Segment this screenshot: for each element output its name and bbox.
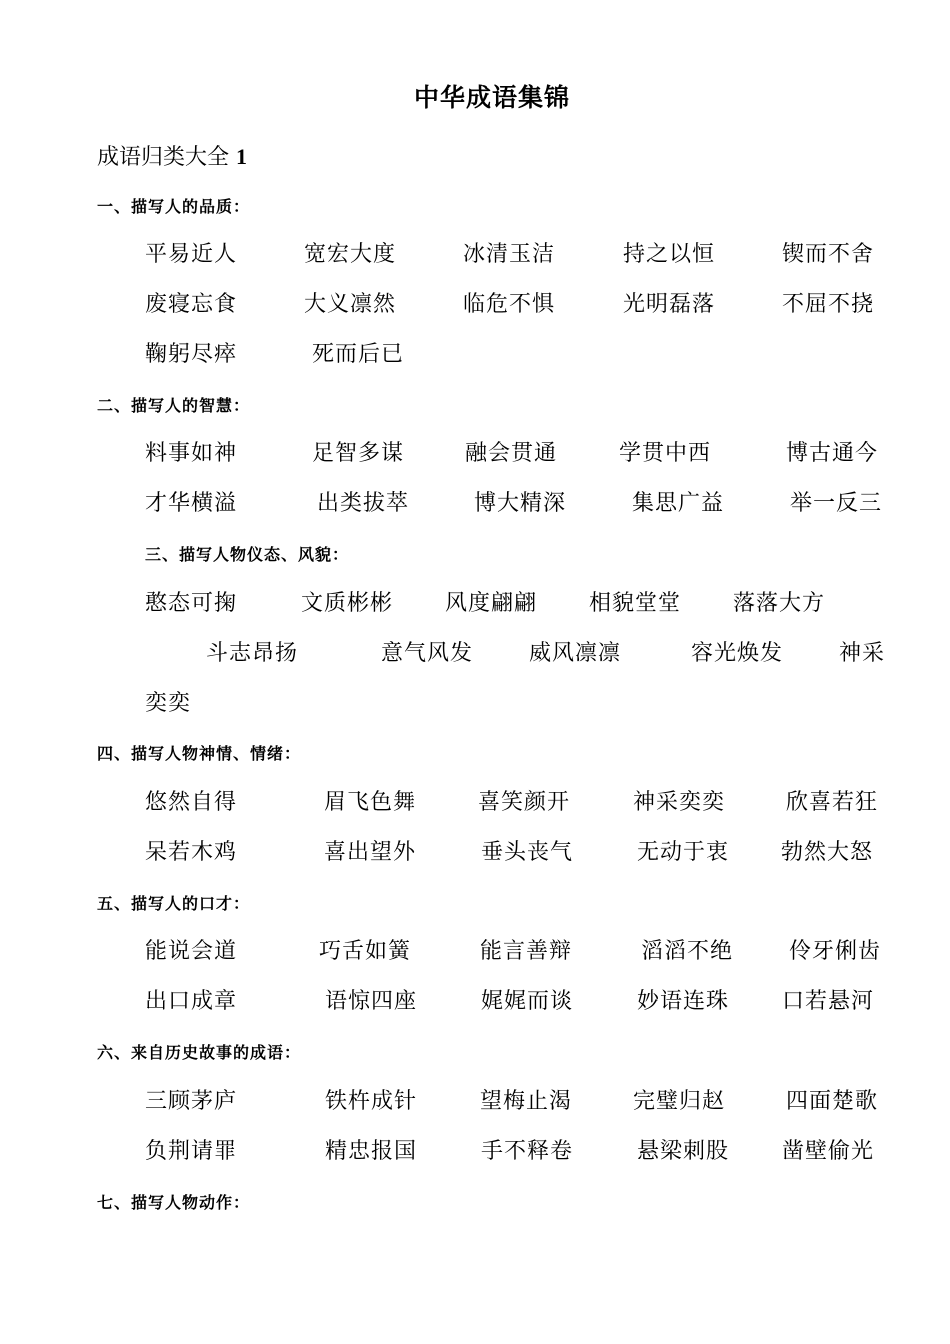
idiom: 勃然大怒 bbox=[781, 840, 874, 865]
idiom: 鞠躬尽瘁 bbox=[145, 342, 238, 367]
idiom: 不屈不挠 bbox=[782, 292, 875, 317]
idiom: 死而后已 bbox=[312, 342, 405, 367]
idiom: 凿壁偷光 bbox=[782, 1139, 875, 1164]
section-heading: 五、描写人的口才： bbox=[97, 894, 251, 913]
idiom: 融会贯通 bbox=[465, 441, 558, 466]
subtitle bbox=[97, 140, 247, 171]
idiom: 欣喜若狂 bbox=[786, 790, 879, 815]
idiom-row bbox=[0, 686, 950, 718]
idiom: 平易近人 bbox=[145, 242, 238, 267]
idiom: 大义凛然 bbox=[304, 292, 397, 317]
idiom: 神采奕奕 bbox=[633, 790, 726, 815]
idiom-row bbox=[0, 785, 950, 817]
idiom: 手不释卷 bbox=[481, 1139, 574, 1164]
idiom: 才华横溢 bbox=[145, 491, 238, 516]
idiom-row bbox=[0, 586, 950, 618]
idiom: 足智多谋 bbox=[312, 441, 405, 466]
idiom: 娓娓而谈 bbox=[481, 989, 574, 1014]
idiom: 容光焕发 bbox=[691, 641, 784, 666]
idiom-row bbox=[0, 835, 950, 867]
idiom: 博古通今 bbox=[786, 441, 879, 466]
idiom: 憨态可掬 bbox=[145, 591, 238, 616]
idiom: 学贯中西 bbox=[619, 441, 712, 466]
idiom-row bbox=[0, 237, 950, 269]
idiom: 集思广益 bbox=[632, 491, 725, 516]
idiom-row bbox=[0, 1134, 950, 1166]
idiom: 悠然自得 bbox=[145, 790, 238, 815]
idiom: 口若悬河 bbox=[782, 989, 875, 1014]
section-heading: 七、描写人物动作： bbox=[97, 1193, 251, 1212]
idiom: 锲而不舍 bbox=[782, 242, 875, 267]
idiom-row bbox=[0, 636, 950, 668]
subtitle-number: 1 bbox=[236, 144, 248, 169]
idiom: 能说会道 bbox=[145, 939, 238, 964]
idiom: 呆若木鸡 bbox=[145, 840, 238, 865]
idiom: 滔滔不绝 bbox=[641, 939, 734, 964]
idiom: 料事如神 bbox=[145, 441, 238, 466]
idiom: 出口成章 bbox=[145, 989, 238, 1014]
idiom: 冰清玉洁 bbox=[463, 242, 556, 267]
idiom: 相貌堂堂 bbox=[589, 591, 682, 616]
idiom-row bbox=[0, 984, 950, 1016]
idiom: 持之以恒 bbox=[623, 242, 716, 267]
idiom: 伶牙俐齿 bbox=[789, 939, 882, 964]
section-heading: 一、描写人的品质： bbox=[97, 197, 251, 216]
page-title: 中华成语集锦 bbox=[413, 83, 570, 112]
section-heading: 三、描写人物仪态、风貌： bbox=[145, 545, 350, 564]
idiom: 文质彬彬 bbox=[301, 591, 394, 616]
idiom: 出类拔萃 bbox=[317, 491, 410, 516]
idiom-row bbox=[0, 287, 950, 319]
idiom: 巧舌如簧 bbox=[319, 939, 412, 964]
idiom: 望梅止渴 bbox=[480, 1089, 573, 1114]
idiom: 完璧归赵 bbox=[633, 1089, 726, 1114]
idiom: 神采 bbox=[839, 641, 886, 666]
idiom: 能言善辩 bbox=[480, 939, 573, 964]
idiom-row bbox=[0, 436, 950, 468]
idiom: 语惊四座 bbox=[325, 989, 418, 1014]
idiom: 喜笑颜开 bbox=[478, 790, 571, 815]
idiom: 风度翩翩 bbox=[445, 591, 538, 616]
idiom: 眉飞色舞 bbox=[324, 790, 417, 815]
idiom: 精忠报国 bbox=[325, 1139, 418, 1164]
idiom: 意气风发 bbox=[381, 641, 474, 666]
idiom: 垂头丧气 bbox=[481, 840, 574, 865]
section-heading: 二、描写人的智慧： bbox=[97, 396, 251, 415]
idiom: 废寝忘食 bbox=[145, 292, 238, 317]
idiom: 光明磊落 bbox=[623, 292, 716, 317]
idiom-row bbox=[0, 486, 950, 518]
idiom: 喜出望外 bbox=[324, 840, 417, 865]
idiom: 无动于衷 bbox=[637, 840, 730, 865]
idiom: 威风凛凛 bbox=[529, 641, 622, 666]
section-heading: 六、来自历史故事的成语： bbox=[97, 1043, 302, 1062]
idiom-row bbox=[0, 934, 950, 966]
idiom: 博大精深 bbox=[474, 491, 567, 516]
idiom: 负荆请罪 bbox=[145, 1139, 238, 1164]
idiom: 宽宏大度 bbox=[304, 242, 397, 267]
idiom: 举一反三 bbox=[790, 491, 883, 516]
idiom: 落落大方 bbox=[733, 591, 826, 616]
idiom: 斗志昂扬 bbox=[206, 641, 299, 666]
idiom: 四面楚歌 bbox=[786, 1089, 879, 1114]
idiom: 悬梁刺股 bbox=[637, 1139, 730, 1164]
idiom-row bbox=[0, 1084, 950, 1116]
idiom: 临危不惧 bbox=[463, 292, 556, 317]
idiom: 铁杵成针 bbox=[325, 1089, 418, 1114]
idiom: 三顾茅庐 bbox=[145, 1089, 238, 1114]
subtitle-text: 成语归类大全 bbox=[97, 145, 230, 170]
idiom-row bbox=[0, 337, 950, 369]
section-heading: 四、描写人物神情、情绪： bbox=[97, 744, 302, 763]
idiom: 妙语连珠 bbox=[637, 989, 730, 1014]
idiom: 奕奕 bbox=[145, 691, 192, 716]
